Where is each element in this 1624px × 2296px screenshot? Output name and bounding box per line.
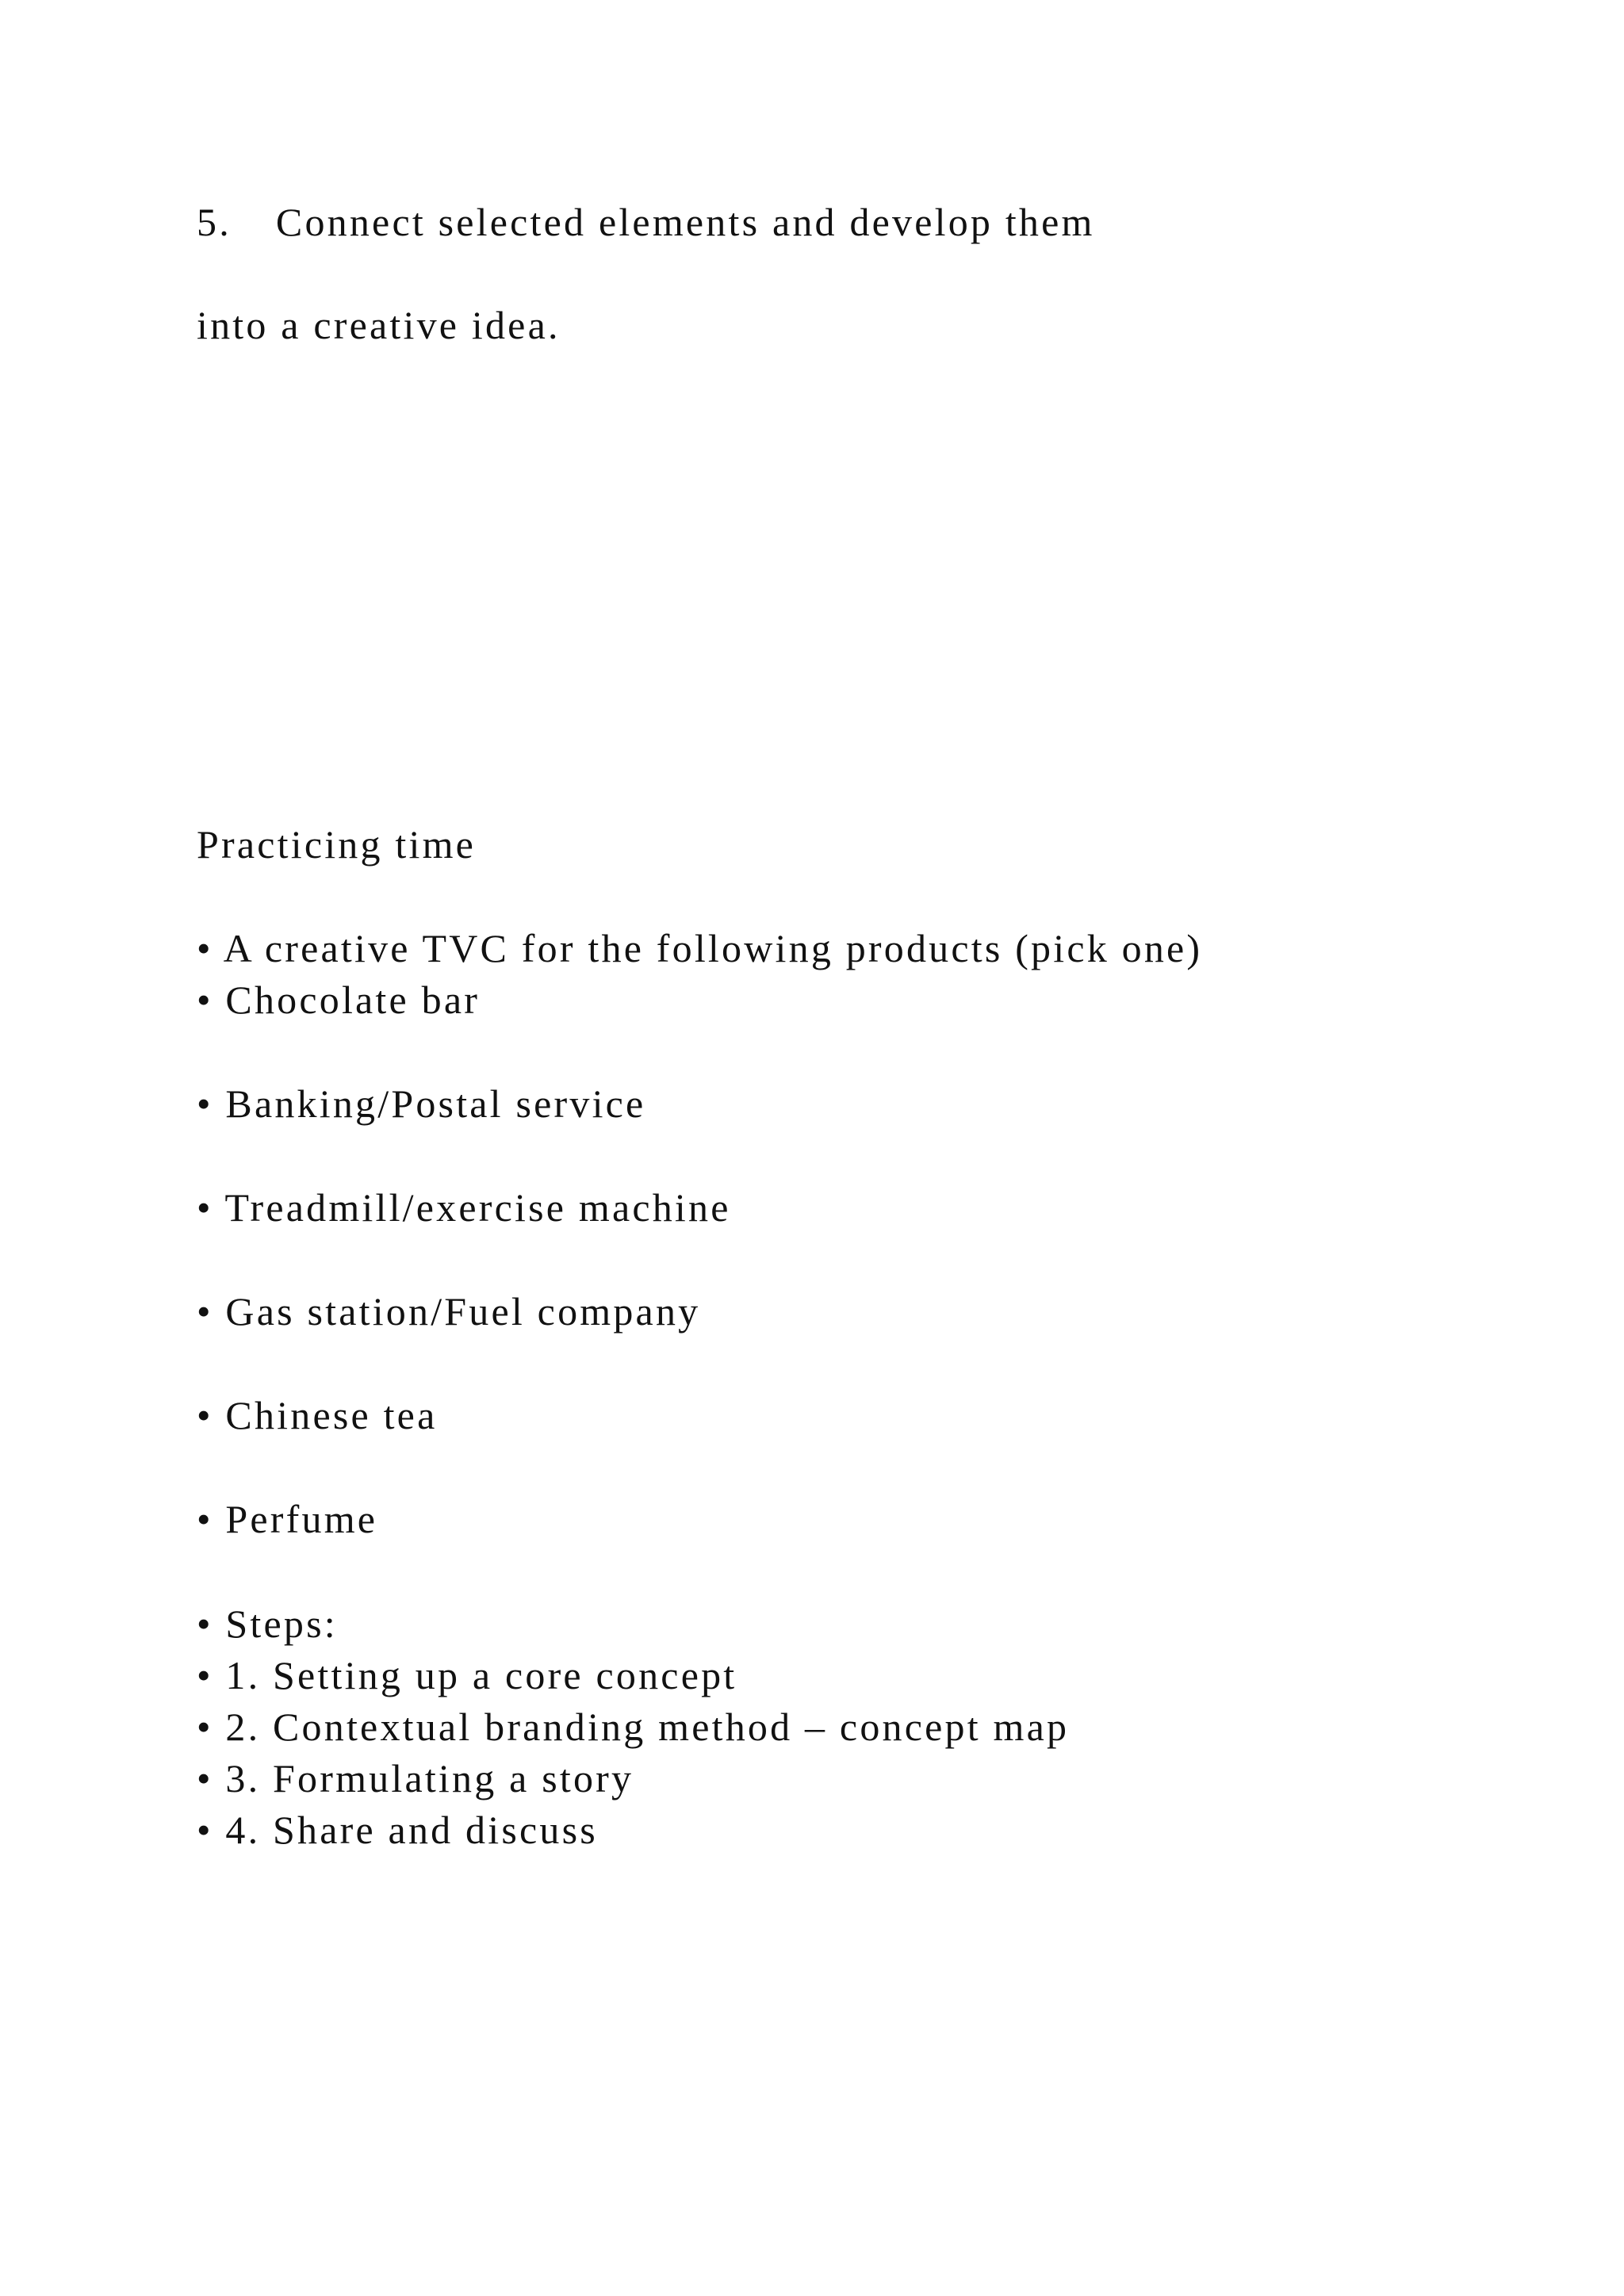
step-5-number: 5. bbox=[197, 200, 232, 244]
section-heading: Practicing time bbox=[197, 822, 477, 867]
product-item-treadmill: • Treadmill/exercise machine bbox=[197, 1185, 731, 1230]
step-item-1: • 1. Setting up a core concept bbox=[197, 1653, 737, 1697]
product-item-perfume: • Perfume bbox=[197, 1497, 378, 1541]
step-5-line bbox=[197, 198, 1095, 246]
steps-label: • Steps: bbox=[197, 1601, 338, 1646]
step-item-3: • 3. Formulating a story bbox=[197, 1756, 634, 1800]
step-5-continuation: into a creative idea. bbox=[197, 303, 561, 347]
product-item-chinese-tea: • Chinese tea bbox=[197, 1393, 438, 1437]
step-5-text: Connect selected elements and develop them bbox=[275, 200, 1095, 244]
product-item-gas-station: • Gas station/Fuel company bbox=[197, 1289, 701, 1334]
step-item-2: • 2. Contextual branding method – concept map bbox=[197, 1705, 1070, 1749]
step-item-4: • 4. Share and discuss bbox=[197, 1808, 598, 1852]
intro-bullet: • A creative TVC for the following products (pick one) bbox=[197, 926, 1203, 970]
product-item-chocolate-bar: • Chocolate bar bbox=[197, 978, 481, 1022]
product-item-banking: • Banking/Postal service bbox=[197, 1081, 646, 1126]
